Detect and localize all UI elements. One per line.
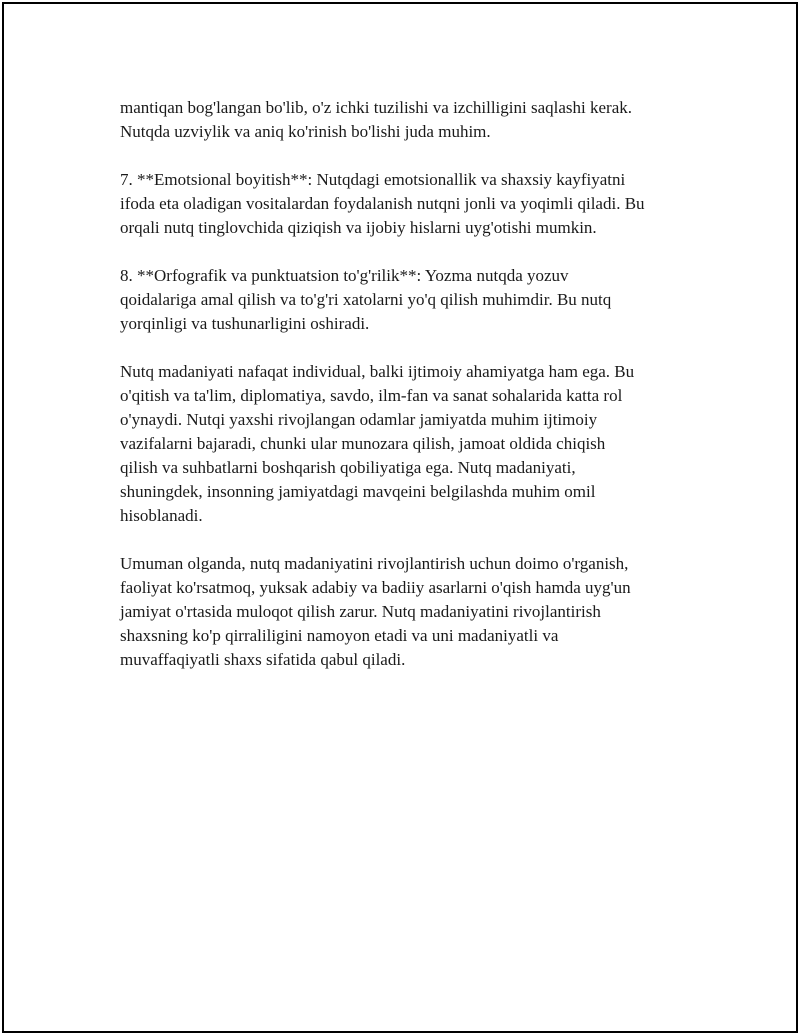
- paragraph-emotional-enrichment: 7. **Emotsional boyitish**: Nutqdagi emotsionallik va shaxsiy kayfiyatni ifoda eta oladigan vositalardan foydalanish nutqni jonli va yoqimli qiladi. Bu orqali nutq tinglovchida qiziqish va ijobiy hislarni uyg'otishi mumkin.: [120, 170, 645, 237]
- paragraph-conclusion: Umuman olganda, nutq madaniyatini rivojlantirish uchun doimo o'rganish, faoliyat ko'rsatmoq, yuksak adabiy va badiiy asarlarni o'qish hamda uyg'un jamiyat o'rtasida muloqot qilish zarur. Nutq madaniyatini rivojlantirish shaxsning ko'p qirraliligini namoyon etadi va uni madaniyatli va muvaffaqiyatli shaxs sifatida qabul qiladi.: [120, 554, 631, 669]
- document-page: [2, 2, 798, 1033]
- document-body: [120, 96, 700, 696]
- paragraph-orthographic-correctness: 8. **Orfografik va punktuatsion to'g'rilik**: Yozma nutqda yozuv qoidalariga amal qilish va to'g'ri xatolarni yo'q qilish muhimdir. Bu nutq yorqinligi va tushunarligini oshiradi.: [120, 266, 612, 333]
- paragraph-continuation: mantiqan bog'langan bo'lib, o'z ichki tuzilishi va izchilligini saqlashi kerak. Nutqda uzviylik va aniq ko'rinish bo'lishi juda muhim.: [120, 98, 632, 141]
- paragraph-social-significance: Nutq madaniyati nafaqat individual, balki ijtimoiy ahamiyatga ham ega. Bu o'qitish va ta'lim, diplomatiya, savdo, ilm-fan va sanat sohalarida katta rol o'ynaydi. Nutqi yaxshi rivojlangan odamlar jamiyatda muhim ijtimoiy vazifalarni bajaradi, chunki ular munozara qilish, jamoat oldida chiqish qilish va suhbatlarni boshqarish qobiliyatiga ega. Nutq madaniyati, shuningdek, insonning jamiyatdagi mavqeini belgilashda muhim omil hisoblanadi.: [120, 362, 635, 525]
